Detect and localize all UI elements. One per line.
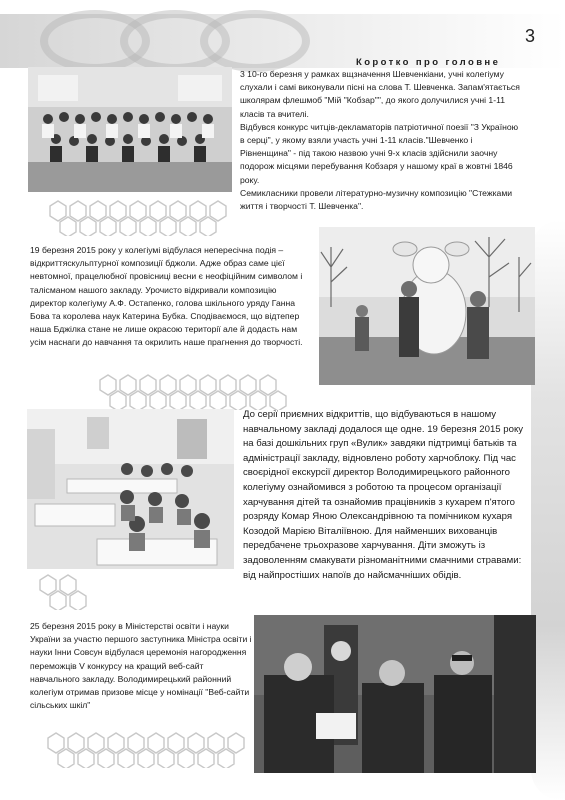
- article-award: [30, 620, 252, 712]
- paragraph: 3 10-го березня у рамках вщзначення Шевченкіани, учні колегіуму слухали і самі виконували пісні на слова Т. Шевченка. Запам'ятається школярам флешмоб "Мій "Кобзар"", до якого долучилися учні 1-11 класів та вчителі.: [240, 69, 520, 119]
- decorative-ring: [200, 10, 310, 72]
- photo-award-ceremony: [254, 615, 536, 773]
- honeycomb-decoration: [30, 570, 100, 610]
- honeycomb-decoration: [38, 728, 252, 768]
- article-bee: [30, 244, 308, 350]
- side-decoration: [531, 220, 565, 800]
- paragraph: 25 березня 2015 року в Міністерстві освіти і науки України за участю першого заступника Міністра освіти і науки Інни Совсун відбулася церемонія нагородження переможців V конкурсу на кращий веб-сайт навчального закладу. Володимирецький районний колегіум отримав призове місце у номінації "Веб-сайти сільських шкіл": [30, 621, 252, 711]
- page-number: 3: [524, 26, 535, 46]
- paragraph: Відбувся конкурс читців-декламаторів патріотичної поезії "З Україною в серці", у якому взяли участь учні 1-11 класів."Шевченко і Рівненщина" - під такою назвою учні 9-х класів здійснили заочну подорож місцями перебування Кобзаря у нашому краї в жовтні 1846 року.: [240, 121, 519, 185]
- article-kindergarten: [243, 408, 528, 583]
- honeycomb-decoration: [40, 196, 240, 236]
- article-shevchenko: [240, 68, 520, 213]
- honeycomb-decoration: [90, 370, 300, 410]
- photo-kindergarten-dining: [27, 409, 234, 569]
- paragraph: 19 березня 2015 року у колегіумі відбулася непересічна подія – відкриттяскульптурної композиції бджоли. Адже образ саме цієї невтомної, працелюбної провісниці весни є неофіційним символом і талісманом нашого закладу. Урочисто відкривали композицію директор колегіуму А.Ф. Остапенко, голова шкільного уряду Ганна Бова та королева наук Катерина Бубка. Сподіваємося, що відтепер наша Бджілка стане не лише окрасою території але й додасть нам усім наснаги до навчання та окрилить наше прагнення до творчості.: [30, 245, 303, 348]
- paragraph: Семикласники провели літературно-музичну композицію "Стежками життя і творчості Т. Шевченка".: [240, 187, 513, 212]
- section-title: Коротко про головне: [356, 57, 501, 68]
- photo-students-group: [28, 67, 232, 192]
- paragraph: До серії приємних відкриттів, що відбуваються в нашому навчальному закладі додалося ще одне. 19 березня 2015 року на базі дошкільних груп «Вулик» завдяки підтримці батьків та адміністрації закладу, відновлено роботу харчоблоку. Під час своєрідної екскурсії директор Володимирецького районного колегіуму ознайомився з роботою та процесом організації харчування дітей та ознайомив працівників з кухарем п'ятого розряду Комар Яною Олександрівною та помічником кухаря Козодой Марією Віталіївною. Для найменших вихованців передбачене трьохразове харчування. Діти зможуть із задоволенням смакувати різноманітними смачними стравами: від найпростіших напоїв до найсмачніших обідів.: [243, 409, 524, 581]
- photo-bee-sculpture: [319, 227, 535, 385]
